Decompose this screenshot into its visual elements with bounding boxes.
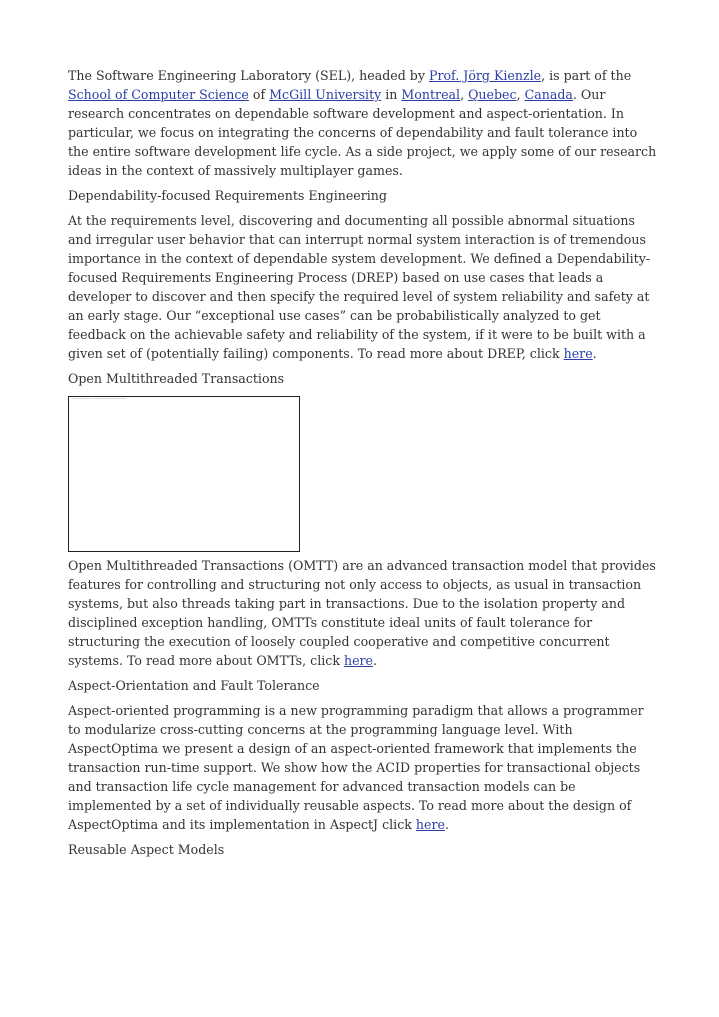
omtt-figure-caption: ——— ————— ————————————— bbox=[72, 397, 127, 400]
aspect-here-link[interactable]: here bbox=[415, 817, 445, 832]
drep-paragraph bbox=[68, 211, 659, 363]
omtt-text: Open Multithreaded Transactions (OMTT) are an advanced transaction model that provides features for controlling and structuring not only access to objects, as usual in transaction systems, but also threads taking part in transactions. Due to the isolation property and disciplined exception handling, OMTTs constitute ideal units of fault tolerance for structuring the execution of loosely coupled cooperative and competitive concurrent systems. To read more about OMTTs, click bbox=[68, 558, 656, 668]
omtt-here-link[interactable]: here bbox=[343, 653, 373, 668]
drep-heading: Dependability-focused Requirements Engineering bbox=[68, 188, 387, 203]
aspect-paragraph bbox=[68, 701, 659, 834]
link-mcgill-university[interactable]: McGill University bbox=[269, 87, 382, 102]
intro-text: The Software Engineering Laboratory (SEL), headed by bbox=[68, 68, 429, 83]
aspect-text-end: . bbox=[444, 817, 449, 832]
drep-here-link[interactable]: here bbox=[563, 346, 593, 361]
link-canada[interactable]: Canada bbox=[524, 87, 573, 102]
omtt-heading: Open Multithreaded Transactions bbox=[68, 371, 285, 386]
ram-heading: Reusable Aspect Models bbox=[68, 842, 225, 857]
aspect-text: Aspect-oriented programming is a new programming paradigm that allows a programmer to modularize cross-cutting concerns at the programming language level. With AspectOptima we present a design of an aspect-oriented framework that implements the transaction run-time support. We show how the ACID properties for transactional objects and transaction life cycle management for advanced transaction models can be implemented by a set of individually reusable aspects. To read more about the design of AspectOptima and its implementation in AspectJ click bbox=[68, 703, 644, 832]
intro-text: , bbox=[460, 87, 469, 102]
drep-text-end: . bbox=[592, 346, 597, 361]
link-montreal[interactable]: Montreal bbox=[401, 87, 461, 102]
intro-text: , bbox=[516, 87, 525, 102]
drep-text: At the requirements level, discovering and documenting all possible abnormal situations and irregular user behavior that can interrupt normal system interaction is of tremendous importance in the context of dependable system development. We defined a Dependability-focused Requirements Engineering Process (DREP) based on use cases that leads a developer to discover and then specify the required level of system reliability and safety at an early stage. Our “exceptional use cases” can be probabilistically analyzed to get feedback on the achievable safety and reliability of the system, if it were to be built with a given set of (potentially failing) components. To read more about DREP, click bbox=[68, 213, 651, 361]
link-school-of-computer-science[interactable]: School of Computer Science bbox=[68, 87, 249, 102]
link-kienzle[interactable]: Prof. Jörg Kienzle bbox=[428, 68, 542, 83]
intro-paragraph bbox=[68, 66, 659, 180]
omtt-paragraph bbox=[68, 556, 659, 670]
intro-text: in bbox=[381, 87, 402, 102]
intro-text: , is part of the bbox=[541, 68, 632, 83]
intro-text: . Our research concentrates on dependable software development and aspect-orientation. In particular, we focus on integrating the concerns of dependability and fault tolerance into the entire software development life cycle. As a side project, we apply some of our research ideas in the context of massively multiplayer games. bbox=[68, 87, 657, 178]
omtt-figure bbox=[68, 396, 300, 552]
link-quebec[interactable]: Quebec bbox=[468, 87, 517, 102]
intro-text: of bbox=[248, 87, 270, 102]
aspect-heading: Aspect-Orientation and Fault Tolerance bbox=[68, 678, 320, 693]
omtt-text-end: . bbox=[373, 653, 378, 668]
